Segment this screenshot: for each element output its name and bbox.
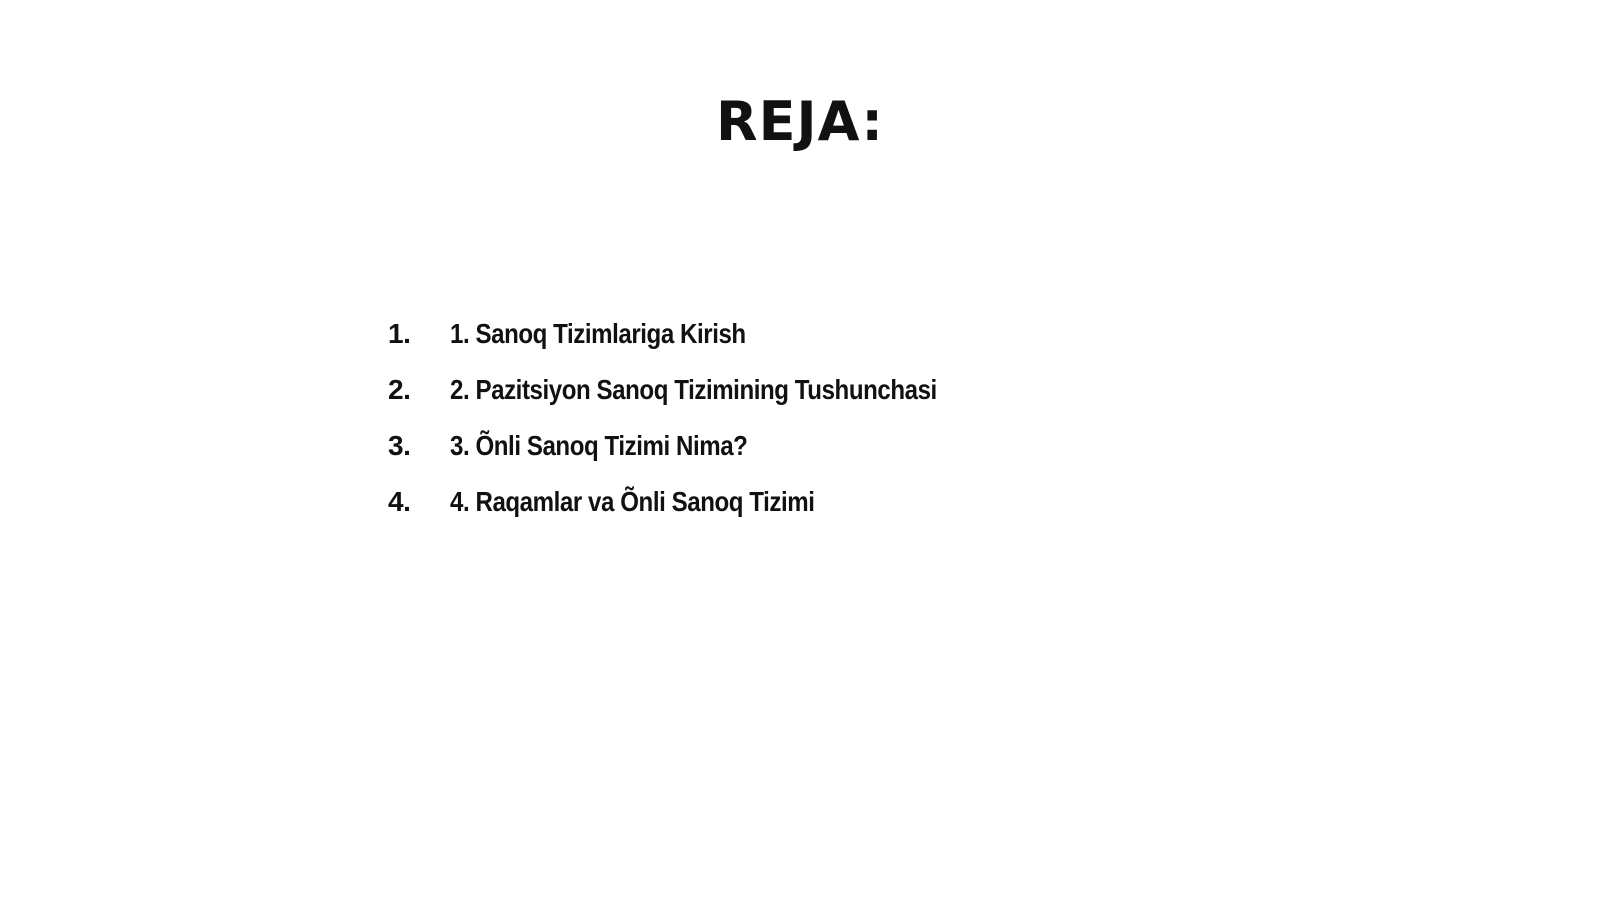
slide-title: REJA: (716, 90, 884, 153)
plan-item (388, 430, 1016, 486)
plan-item (388, 318, 1016, 374)
plan-item-number: 4. (388, 486, 411, 517)
plan-item-text: 3. Õnli Sanoq Tizimi Nima? (450, 430, 748, 461)
plan-item-text: 4. Raqamlar va Õnli Sanoq Tizimi (450, 486, 815, 517)
plan-item-number: 3. (388, 430, 411, 461)
plan-item-text: 2. Pazitsiyon Sanoq Tizimining Tushunchasi (450, 374, 937, 405)
plan-item-text: 1. Sanoq Tizimlariga Kirish (450, 318, 746, 349)
plan-list (388, 318, 1016, 542)
plan-item (388, 486, 1016, 542)
plan-item-number: 1. (388, 318, 411, 349)
plan-item (388, 374, 1016, 430)
plan-item-number: 2. (388, 374, 411, 405)
